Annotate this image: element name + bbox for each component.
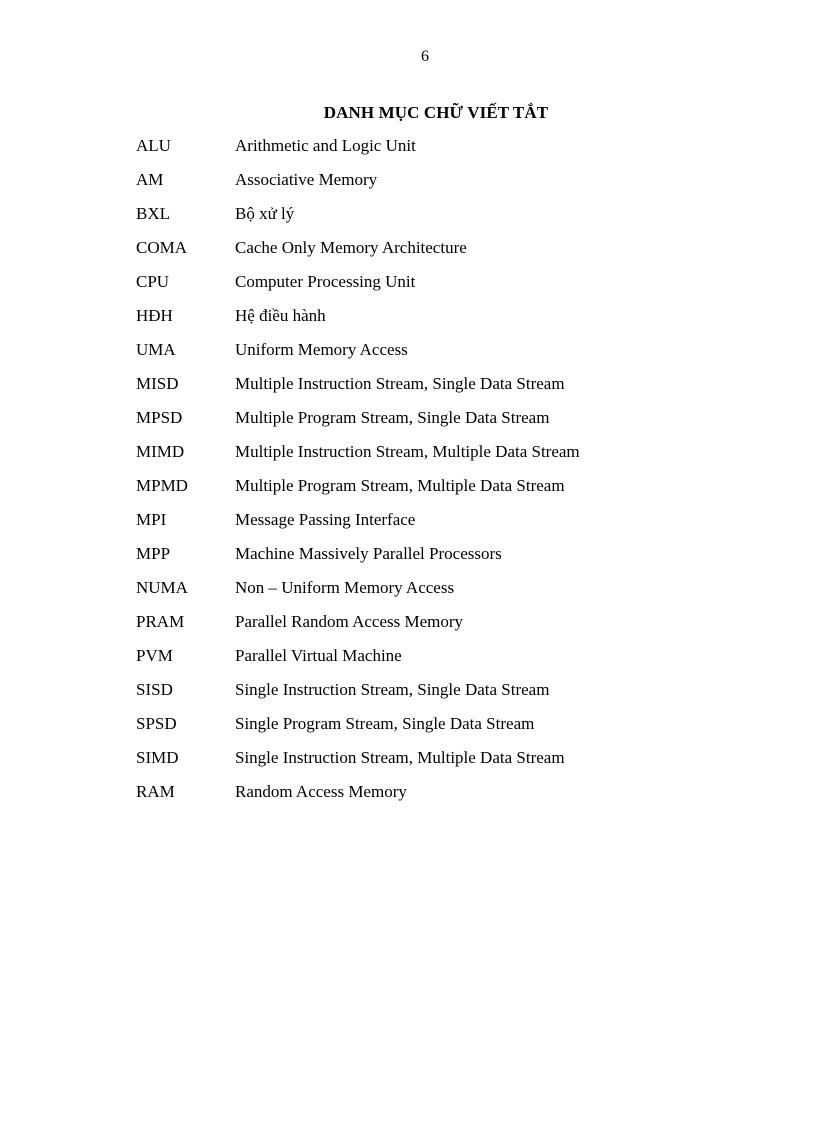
abbreviation-row <box>136 639 776 673</box>
abbreviation-row <box>136 503 776 537</box>
abbreviation-row <box>136 163 776 197</box>
abbreviation-row <box>136 605 776 639</box>
abbreviation-row <box>136 265 776 299</box>
abbreviation-meaning: Multiple Instruction Stream, Multiple Data Stream <box>235 442 580 461</box>
abbreviation-term: PVM <box>136 646 173 665</box>
abbreviation-term: SIMD <box>136 748 179 767</box>
abbreviation-row <box>136 231 776 265</box>
abbreviation-meaning: Computer Processing Unit <box>235 272 416 291</box>
abbreviation-row <box>136 741 776 775</box>
abbreviation-meaning: Single Instruction Stream, Multiple Data Stream <box>235 748 565 767</box>
abbreviation-row <box>136 435 776 469</box>
abbreviation-row <box>136 333 776 367</box>
abbreviation-term: RAM <box>136 782 175 801</box>
abbreviation-meaning: Multiple Instruction Stream, Single Data Stream <box>235 374 565 393</box>
abbreviation-meaning: Single Program Stream, Single Data Stream <box>235 714 535 733</box>
abbreviation-row <box>136 537 776 571</box>
abbreviation-term: MPI <box>136 510 167 529</box>
abbreviation-meaning: Hệ điều hành <box>235 306 326 325</box>
abbreviation-meaning: Message Passing Interface <box>235 510 416 529</box>
abbreviation-meaning: Associative Memory <box>235 170 378 189</box>
abbreviation-meaning: Uniform Memory Access <box>235 340 408 359</box>
abbreviation-row <box>136 571 776 605</box>
abbreviation-meaning: Machine Massively Parallel Processors <box>235 544 502 563</box>
abbreviation-term: MPMD <box>136 476 188 495</box>
abbreviation-term: ALU <box>136 136 171 155</box>
abbreviation-meaning: Parallel Virtual Machine <box>235 646 402 665</box>
abbreviation-row <box>136 299 776 333</box>
abbreviation-term: COMA <box>136 238 188 257</box>
abbreviation-meaning: Cache Only Memory Architecture <box>235 238 467 257</box>
abbreviation-row <box>136 401 776 435</box>
abbreviation-term: BXL <box>136 204 170 223</box>
abbreviation-term: SPSD <box>136 714 177 733</box>
abbreviation-meaning: Single Instruction Stream, Single Data Stream <box>235 680 550 699</box>
abbreviation-row <box>136 197 776 231</box>
abbreviation-meaning: Multiple Program Stream, Multiple Data Stream <box>235 476 565 495</box>
abbreviation-row <box>136 469 776 503</box>
page-title: DANH MỤC CHỮ VIẾT TẮT <box>323 103 549 122</box>
abbreviation-meaning: Parallel Random Access Memory <box>235 612 464 631</box>
abbreviation-meaning: Multiple Program Stream, Single Data Stream <box>235 408 550 427</box>
abbreviation-meaning: Arithmetic and Logic Unit <box>235 136 416 155</box>
abbreviation-meaning: Bộ xử lý <box>235 204 295 223</box>
abbreviation-term: MPSD <box>136 408 183 427</box>
abbreviation-term: SISD <box>136 680 173 699</box>
abbreviation-row <box>136 367 776 401</box>
abbreviation-term: PRAM <box>136 612 185 631</box>
abbreviation-meaning: Random Access Memory <box>235 782 407 801</box>
abbreviation-list <box>136 129 776 809</box>
abbreviation-term: AM <box>136 170 164 189</box>
abbreviation-meaning: Non – Uniform Memory Access <box>235 578 455 597</box>
abbreviation-row <box>136 129 776 163</box>
abbreviation-term: CPU <box>136 272 170 291</box>
abbreviation-row <box>136 673 776 707</box>
page-number: 6 <box>421 48 429 65</box>
abbreviation-row <box>136 775 776 809</box>
abbreviation-term: UMA <box>136 340 176 359</box>
abbreviation-term: MIMD <box>136 442 185 461</box>
abbreviation-term: MISD <box>136 374 179 393</box>
abbreviation-term: MPP <box>136 544 171 563</box>
abbreviation-term: HĐH <box>136 306 173 325</box>
abbreviation-row <box>136 707 776 741</box>
abbreviation-term: NUMA <box>136 578 188 597</box>
